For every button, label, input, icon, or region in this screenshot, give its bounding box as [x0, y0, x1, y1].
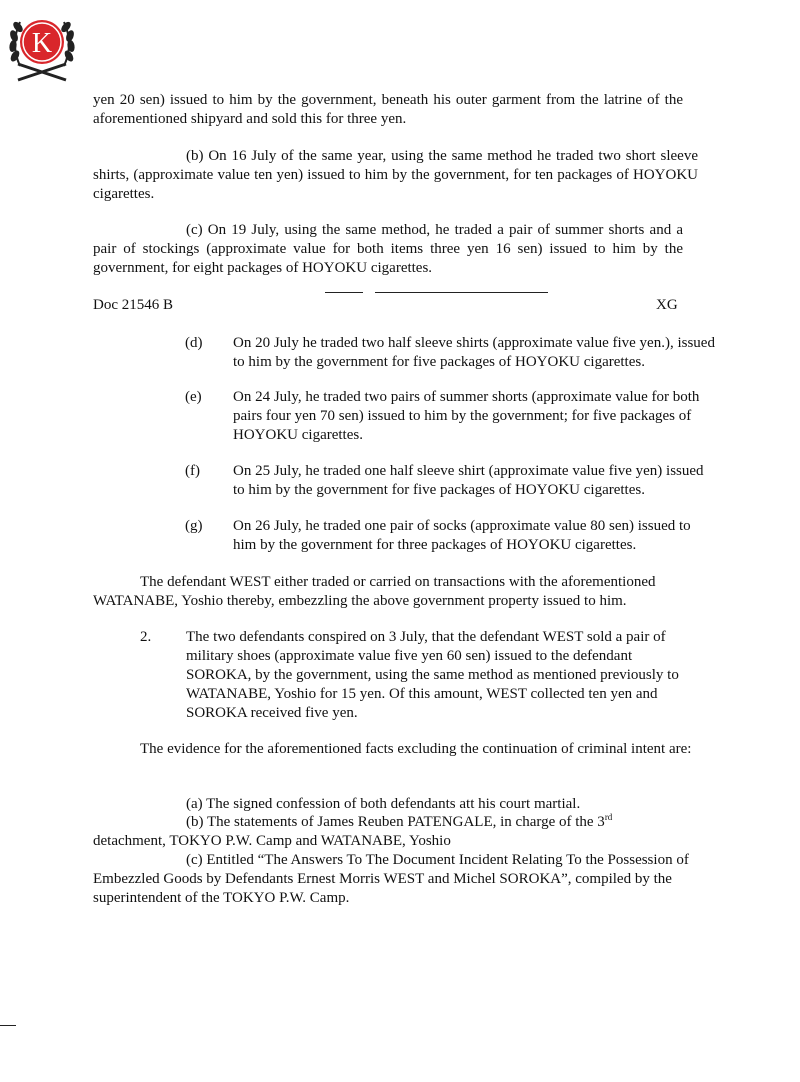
item-label: (e) [185, 389, 202, 405]
point-2-text: The two defendants conspired on 3 July, that the defendant WEST sold a pair of military shoes (approximate value five yen 60 sen) issued to the defendant SOROKA, by the government, using the same method as mentioned previously to WATANABE, Yoshio for 15 yen. Of this amount, WEST collected ten yen and SOROKA received five yen. [186, 629, 679, 721]
superscript: rd [604, 812, 613, 822]
list-item-d [185, 334, 715, 372]
logo-emblem [6, 8, 78, 84]
doc-number: Doc 21546 B [93, 297, 173, 313]
evidence-b-text: (b) The statements of James Reuben PATENGALE, in charge of the 3 [186, 814, 605, 830]
page-break-rule-short [325, 292, 363, 293]
item-label: (d) [185, 335, 203, 351]
list-item-f [185, 462, 715, 500]
item-label: (f) [185, 463, 200, 479]
item-text: On 20 July he traded two half sleeve shirts (approximate value five yen.), issued to him by the government for five packages of HOYOKU cigarettes. [233, 335, 715, 370]
list-item-g [185, 517, 715, 555]
defendant-paragraph: The defendant WEST either traded or carried on transactions with the aforementioned WATANABE, Yoshio thereby, embezzling the above government property issued to him. [93, 574, 656, 609]
item-text: On 26 July, he traded one pair of socks (approximate value 80 sen) issued to him by the government for three packages of HOYOKU cigarettes. [233, 518, 691, 553]
margin-mark [0, 1025, 16, 1026]
list-item-e [185, 388, 715, 445]
logo-letter: K [31, 28, 53, 59]
evidence-a: (a) The signed confession of both defendants att his court martial. [186, 796, 581, 812]
doc-code: XG [656, 297, 678, 313]
evidence-intro: The evidence for the aforementioned facts excluding the continuation of criminal intent are: [140, 741, 692, 757]
item-label: (g) [185, 518, 203, 534]
item-text: On 25 July, he traded one half sleeve shirt (approximate value five yen) issued to him by the government for five packages of HOYOKU cigarettes. [233, 463, 704, 498]
evidence-c: (c) Entitled “The Answers To The Document Incident Relating To the Possession of Embezzled Goods by Defendants Ernest Morris WEST and Michel SOROKA”, compiled by the superintendent of the TOKYO P.W. Camp. [93, 852, 689, 906]
evidence-b-continued: detachment, TOKYO P.W. Camp and WATANABE, Yoshio [93, 833, 451, 849]
item-text: On 24 July, he traded two pairs of summer shorts (approximate value for both pairs four yen 70 sen) issued to him by the government; for five packages of HOYOKU cigarettes. [233, 389, 700, 443]
continuation-paragraph: yen 20 sen) issued to him by the government, beneath his outer garment from the latrine of the aforementioned shipyard and sold this for three yen. [93, 92, 683, 127]
page-break-rule-long [375, 292, 548, 293]
paragraph-b: (b) On 16 July of the same year, using the same method he traded two short sleeve shirts, (approximate value ten yen) issued to him by the government, for ten packages of HOYOKU cigarettes. [93, 148, 698, 202]
point-number: 2. [140, 629, 152, 645]
evidence-b [93, 813, 713, 851]
paragraph-c: (c) On 19 July, using the same method, he traded a pair of summer shorts and a pair of stockings (approximate value for both items three yen 16 sen) issued to him by the government, for eight packages of HOYOKU cigarettes. [93, 222, 683, 276]
